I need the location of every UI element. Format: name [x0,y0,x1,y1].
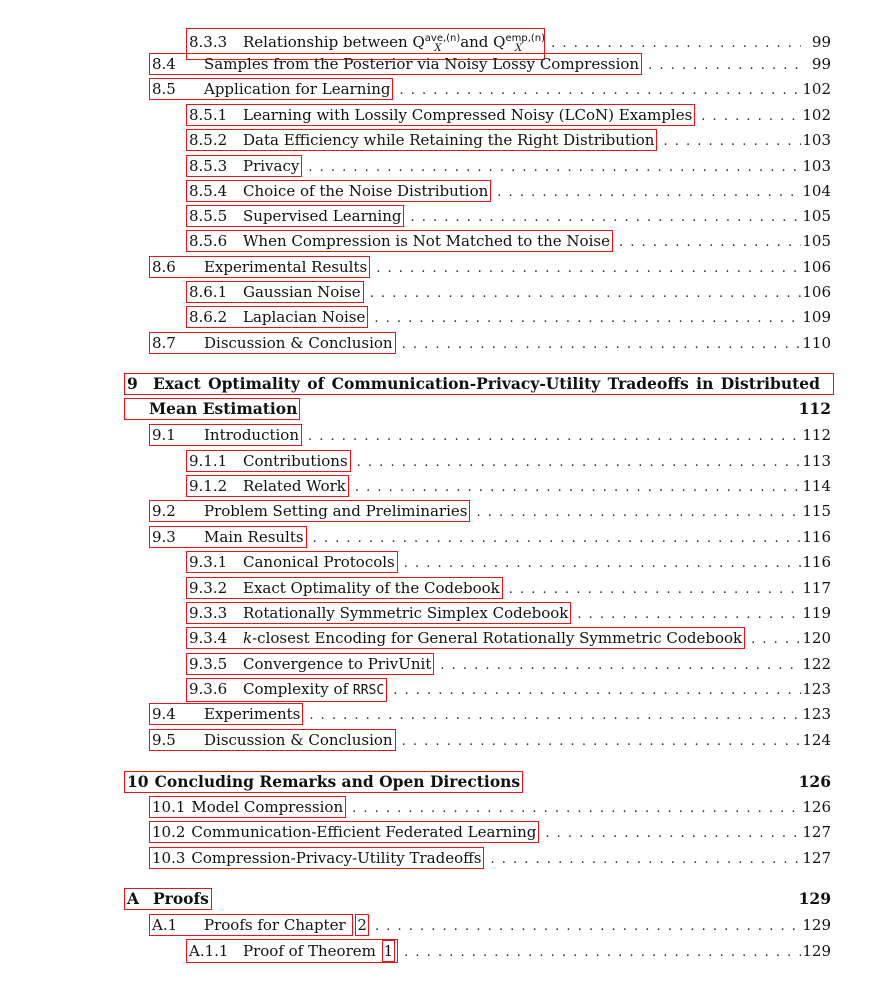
toc-entry-8-7 [149,332,831,354]
toc-entry-8-5-2 [186,129,831,151]
toc-link-8-5[interactable] [149,78,393,100]
page-number: 114 [802,477,831,495]
page-number: 106 [802,283,831,301]
page-number: 109 [802,308,831,326]
page-number: 123 [802,705,831,723]
toc-link-9-3-2[interactable] [186,577,503,599]
toc-link-8-5-3[interactable] [186,155,302,177]
section-number: 9.3.4 [189,629,228,647]
toc-chapter-9-cont [124,398,831,420]
toc-link-10-3[interactable] [149,847,484,869]
section-title: Samples from the Posterior via Noisy Lossy Compression [204,55,640,73]
toc-link-10-2[interactable] [149,821,539,843]
toc-chapter-10 [124,771,831,793]
page-number: 104 [802,182,831,200]
section-number: 9.3.2 [189,579,228,597]
toc-link-appendix-a[interactable] [124,888,212,910]
page-number: 122 [802,655,831,673]
chapter-title: Exact Optimality of Communication-Privacy-Utility Tradeoffs in Distributed [153,374,820,393]
section-title: Contributions [243,452,348,470]
page-number: 102 [802,80,831,98]
section-number: 8.6.2 [189,308,228,326]
toc-link-9-1-1[interactable] [186,450,351,472]
page-number: 105 [802,207,831,225]
toc-link-9-1-2[interactable] [186,475,349,497]
section-title: Experimental Results [204,258,368,276]
page-number: 99 [811,33,831,51]
section-number: A.1.1 [189,942,229,960]
section-number: 9.4 [152,705,176,723]
leader-dots [387,681,801,701]
chapter-number: 10 [127,772,149,791]
toc-link-9-3-1[interactable] [186,551,398,573]
toc-entry-9-3 [149,526,831,548]
page-number: 115 [802,502,831,520]
page-number: 106 [802,258,831,276]
page-number: 120 [802,629,831,647]
page-number: 117 [802,579,831,597]
leader-dots [369,917,801,937]
section-number: 8.5.4 [189,182,228,200]
page-number: 103 [802,157,831,175]
section-title: Canonical Protocols [243,553,395,571]
toc-link-8-7[interactable] [149,332,396,354]
toc-entry-8-5-5 [186,205,831,227]
toc-link-10-1[interactable] [149,796,346,818]
toc-entry-8-6 [149,256,831,278]
leader-dots [398,943,801,963]
page-number: 110 [802,334,831,352]
section-title: Proofs for Chapter [204,916,351,934]
section-number: 9.3.3 [189,604,228,622]
section-title: Proof of Theorem [243,942,381,960]
leader-dots [351,453,801,473]
section-number: 9.3 [152,528,176,546]
section-number: 8.5.1 [189,106,228,124]
toc-link-a-1-1[interactable] [186,939,398,963]
section-number: 9.1 [152,426,176,444]
toc-link-9-3[interactable] [149,526,307,548]
section-number: 8.5 [152,80,176,98]
leader-dots [307,529,801,549]
section-number: 10.2 [152,823,186,841]
page-number: 126 [798,772,831,791]
toc-link-8-5-6[interactable] [186,230,613,252]
toc-link-9-3-3[interactable] [186,602,571,624]
toc-link-8-6[interactable] [149,256,370,278]
section-title: Supervised Learning [243,207,402,225]
toc-entry-8-4 [149,53,831,75]
leader-dots [545,34,801,54]
leader-dots [302,158,801,178]
chapter-number: 9 [127,374,138,393]
section-number: 9.2 [152,502,176,520]
section-title: Exact Optimality of the Codebook [243,579,500,597]
section-number: 9.1.2 [189,477,228,495]
chapter-ref: 2 [357,916,367,934]
toc-entry-8-3-3 [186,28,831,54]
toc-link-9-4[interactable] [149,703,303,725]
section-title: Laplacian Noise [243,308,366,326]
leader-dots [491,183,801,203]
toc-link-9-3-5[interactable] [186,653,434,675]
leader-dots [396,732,801,752]
toc-link-chapter-9[interactable] [124,373,834,395]
page-number: 105 [802,232,831,250]
leader-dots [695,107,801,127]
toc-entry-9-3-3 [186,602,831,624]
toc-entry-9-3-4 [186,627,831,649]
toc-chapter-9 [124,373,834,395]
chapter-title-cont: Mean Estimation [149,399,298,418]
section-title: k-closest Encoding for General Rotationally Symmetric Codebook [243,629,743,647]
section-title: Model Compression [191,798,344,816]
section-title: Choice of the Noise Distribution [243,182,489,200]
section-title: Communication-Efficient Federated Learning [191,823,537,841]
leader-dots [571,605,801,625]
toc-entry-8-5-1 [186,104,831,126]
theorem-ref: 1 [383,942,394,960]
page-number: 116 [802,553,831,571]
section-title: Discussion & Conclusion [204,334,393,352]
toc-entry-9-1-1 [186,450,831,472]
toc-link-chapter-9-cont[interactable] [124,398,300,420]
page-number: 129 [802,942,831,960]
section-title: Privacy [243,157,300,175]
chapter-number: A [127,889,140,908]
chapter-title: Proofs [153,889,209,908]
page-number: 124 [802,731,831,749]
section-title: Compression-Privacy-Utility Tradeoffs [191,849,482,867]
page-number: 126 [802,798,831,816]
leader-dots [539,824,801,844]
section-number: 8.4 [152,55,176,73]
section-title: Related Work [243,477,346,495]
leader-dots [484,850,801,870]
leader-dots [368,309,801,329]
leader-dots [503,580,801,600]
toc-link-8-6-2[interactable] [186,306,368,328]
section-number: 8.5.2 [189,131,228,149]
page-number: 112 [798,399,831,418]
toc-entry-9-4 [149,703,831,725]
toc-entry-a-1-1 [186,939,831,961]
toc-entry-9-1 [149,424,831,446]
page-number: 113 [802,452,831,470]
leader-dots [393,81,801,101]
leader-dots [396,335,801,355]
toc-link-8-5-5[interactable] [186,205,404,227]
toc-entry-9-3-5 [186,653,831,675]
toc-link-9-2[interactable] [149,500,470,522]
section-number: 9.3.6 [189,680,228,698]
section-number: 8.6 [152,258,176,276]
toc-entry-9-3-6 [186,678,831,700]
section-number: 8.5.5 [189,207,228,225]
section-title: Data Efficiency while Retaining the Right Distribution [243,131,655,149]
page-number: 129 [798,889,831,908]
page-number: 127 [802,823,831,841]
section-title: Convergence to PrivUnit [243,655,432,673]
section-number: 9.1.1 [189,452,228,470]
toc-appendix-a [124,888,831,910]
theorem-ref-link[interactable] [382,940,396,962]
section-title: Complexity of RRSC [243,680,385,698]
toc-entry-8-6-1 [186,281,831,303]
section-number: 8.7 [152,334,176,352]
section-title: Learning with Lossily Compressed Noisy (LCoN) Examples [243,106,693,124]
toc-link-8-5-2[interactable] [186,129,657,151]
toc-link-9-5[interactable] [149,729,396,751]
toc-link-chapter-10[interactable] [124,771,523,793]
leader-dots [404,208,801,228]
toc-entry-8-5 [149,78,831,100]
toc-link-8-6-1[interactable] [186,281,364,303]
leader-dots [364,284,801,304]
toc-link-9-3-4[interactable] [186,627,745,649]
page-number: 102 [802,106,831,124]
section-title: Relationship between $Q^{ave,(n)}_X$ and $Q^{emp,(n)}_X$ [243,33,546,54]
leader-dots [303,706,801,726]
toc-entry-8-5-6 [186,230,831,252]
page-number: 112 [802,426,831,444]
leader-dots [657,132,801,152]
page-number: 99 [811,55,831,73]
toc-entry-8-5-3 [186,155,831,177]
toc-link-9-1[interactable] [149,424,302,446]
leader-dots [398,554,801,574]
leader-dots [434,656,801,676]
section-title: When Compression is Not Matched to the Noise [243,232,610,250]
toc-entry-8-5-4 [186,180,831,202]
section-number: A.1 [152,916,178,934]
section-number: 8.5.6 [189,232,228,250]
section-number: 9.5 [152,731,176,749]
leader-dots [745,630,801,650]
page-number: 129 [802,916,831,934]
leader-dots [613,233,801,253]
toc-entry-8-6-2 [186,306,831,328]
toc-entry-10-2 [149,821,831,843]
toc-entry-9-3-2 [186,577,831,599]
section-title: Rotationally Symmetric Simplex Codebook [243,604,569,622]
page-number: 123 [802,680,831,698]
toc-entry-9-2 [149,500,831,522]
toc-link-8-5-4[interactable] [186,180,491,202]
section-number: 10.3 [152,849,186,867]
section-number: 8.5.3 [189,157,228,175]
toc-entry-a-1 [149,914,831,936]
toc-link-a-1[interactable] [149,914,353,936]
page-number: 103 [802,131,831,149]
chapter-ref-link[interactable] [355,914,369,936]
leader-dots [370,259,801,279]
toc-entry-10-3 [149,847,831,869]
toc-link-8-5-1[interactable] [186,104,695,126]
toc-entry-10-1 [149,796,831,818]
toc-link-9-3-6[interactable] [186,678,387,702]
section-title: Experiments [204,705,301,723]
page-number: 127 [802,849,831,867]
leader-dots [302,427,801,447]
leader-dots [349,478,801,498]
page-number: 119 [802,604,831,622]
section-number: 9.3.1 [189,553,228,571]
section-number: 8.3.3 [189,33,228,51]
section-number: 10.1 [152,798,186,816]
section-title: Main Results [204,528,304,546]
leader-dots [642,56,801,76]
toc-link-8-4[interactable] [149,53,642,75]
section-title: Introduction [204,426,299,444]
section-title: Discussion & Conclusion [204,731,393,749]
section-title: Application for Learning [204,80,391,98]
page-number: 116 [802,528,831,546]
toc-entry-9-1-2 [186,475,831,497]
chapter-title: Concluding Remarks and Open Directions [154,772,521,791]
leader-dots [470,503,801,523]
toc-entry-9-5 [149,729,831,751]
toc-entry-9-3-1 [186,551,831,573]
leader-dots [346,799,801,819]
section-number: 8.6.1 [189,283,228,301]
section-title: Problem Setting and Preliminaries [204,502,468,520]
section-number: 9.3.5 [189,655,228,673]
section-title: Gaussian Noise [243,283,361,301]
